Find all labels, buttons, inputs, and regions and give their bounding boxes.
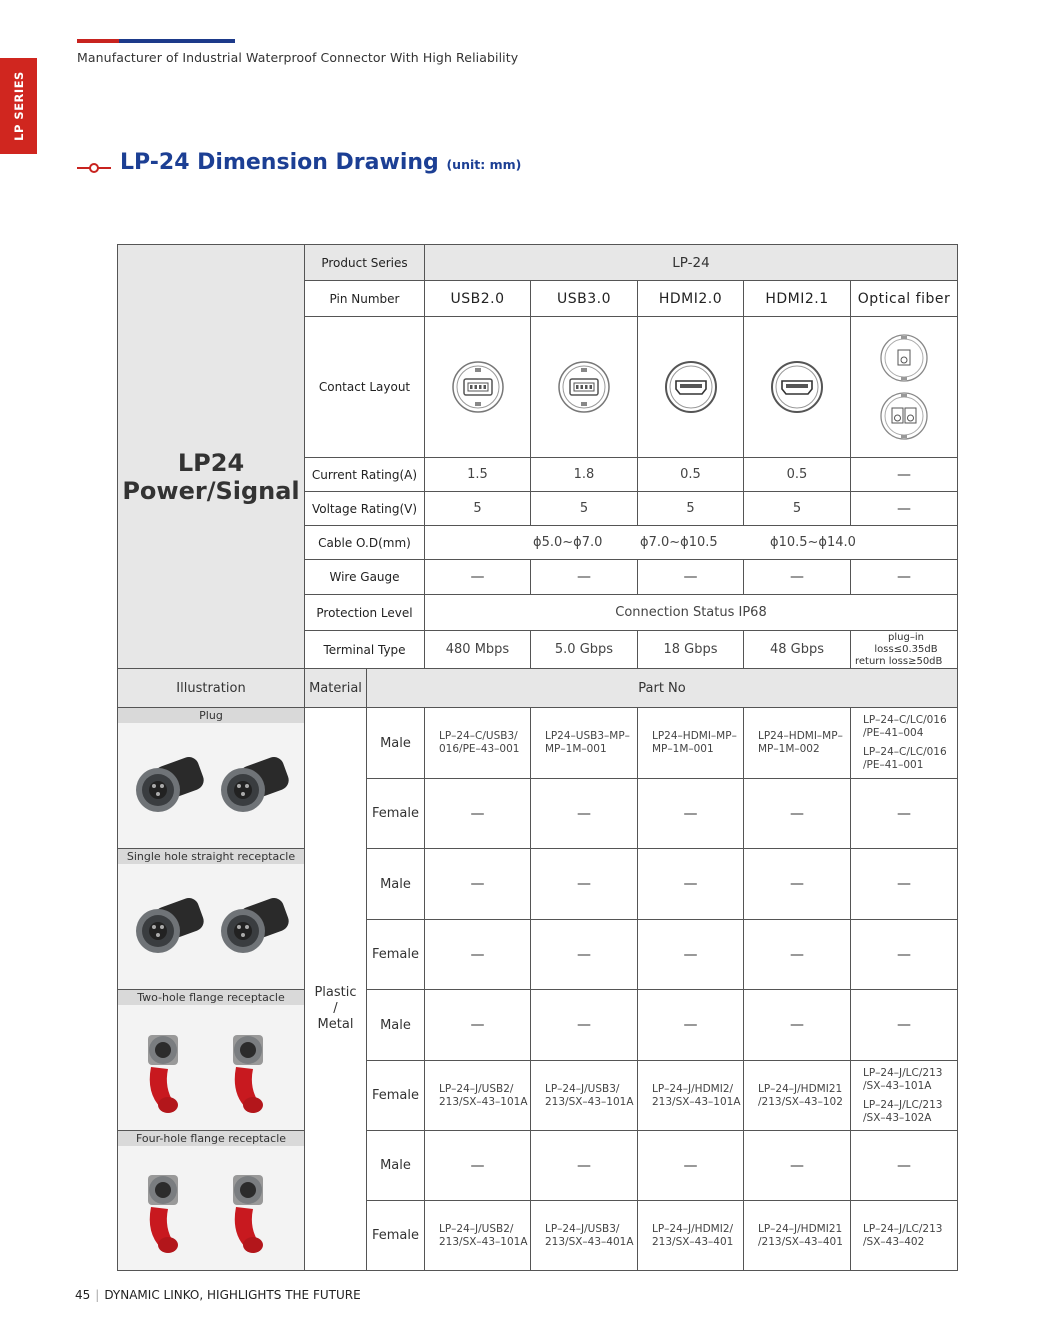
material-plastic: Plastic xyxy=(314,985,357,1000)
part-cell xyxy=(637,1200,744,1271)
part-number: LP24–HDMI–MP– MP–1M–001 xyxy=(652,730,737,755)
wire-cell-3 xyxy=(743,559,851,595)
part-no-label: Part No xyxy=(638,680,686,696)
terminal-value: 48 Gbps xyxy=(769,642,825,657)
part-cell xyxy=(743,778,851,849)
gender-label: Female xyxy=(371,806,419,821)
voltage-cell-3 xyxy=(743,491,851,526)
wire-value: — xyxy=(897,569,911,585)
pin-number-2 xyxy=(637,280,744,317)
part-number: — xyxy=(470,1157,485,1174)
part-number: — xyxy=(683,1017,698,1033)
wire-value: — xyxy=(577,569,591,585)
material-slash: / xyxy=(333,1001,338,1016)
fiber-part-number: — xyxy=(897,1017,911,1033)
part-cell xyxy=(424,1200,531,1271)
wire-cell-1 xyxy=(530,559,638,595)
row-label-voltage xyxy=(304,491,425,526)
part-cell xyxy=(530,989,638,1061)
pin-label: USB3.0 xyxy=(556,290,611,307)
pin-number-4 xyxy=(850,280,958,317)
part-cell xyxy=(743,848,851,920)
wire-value: — xyxy=(790,569,804,585)
part-cell-fiber xyxy=(850,778,958,849)
usb3-contact-icon xyxy=(557,360,611,414)
four-hole-flange-image xyxy=(121,1146,301,1270)
row-label-text: Product Series xyxy=(321,255,408,270)
fiber-part-number: LP–24–J/LC/213 /SX–43–101A xyxy=(863,1066,943,1092)
current-cell-0 xyxy=(424,457,531,492)
gender-label: Male xyxy=(380,876,411,892)
row-label-text: Terminal Type xyxy=(323,642,406,657)
gender-cell xyxy=(366,707,425,779)
part-cell xyxy=(530,848,638,920)
fiber-part-number: — xyxy=(897,805,911,822)
contact-layout-2 xyxy=(637,316,744,458)
terminal-value: 5.0 Gbps xyxy=(554,642,614,657)
row-label-pin_number xyxy=(304,280,425,317)
part-cell xyxy=(637,707,744,779)
series-value: LP-24 xyxy=(672,254,710,271)
part-no-header xyxy=(366,668,958,708)
part-number: LP–24–J/USB3/ 213/SX–43–101A xyxy=(545,1082,634,1108)
part-number: LP–24–J/USB2/ 213/SX–43–101A xyxy=(439,1082,528,1108)
gender-cell xyxy=(366,1060,425,1131)
hdmi21-contact-icon xyxy=(770,360,824,414)
part-number: LP–24–J/HDMI2/ 213/SX–43–401 xyxy=(652,1222,734,1248)
part-number: — xyxy=(577,876,591,892)
terminal-cell-3 xyxy=(743,630,851,669)
page-title: LP-24 Dimension Drawing (unit: mm) xyxy=(120,150,522,175)
part-number: LP–24–J/HDMI2/ 213/SX–43–101A xyxy=(652,1082,741,1108)
fiber-part-number: — xyxy=(897,946,911,963)
part-number: — xyxy=(577,1017,591,1033)
part-cell-fiber xyxy=(850,1200,958,1271)
part-cell xyxy=(637,919,744,990)
fiber-part-number: LP–24–C/LC/016 /PE–41–004 xyxy=(863,714,947,739)
part-number: — xyxy=(577,946,591,963)
row-label-text: Current Rating(A) xyxy=(311,467,418,482)
illustration-group-0 xyxy=(117,707,305,849)
cable-range-1: ϕ7.0~ϕ10.5 xyxy=(640,535,718,550)
row-label-cable xyxy=(304,525,425,560)
part-cell-fiber xyxy=(850,1130,958,1201)
part-cell xyxy=(530,707,638,779)
current-value: 0.5 xyxy=(680,467,701,482)
material-label: Material xyxy=(309,680,362,696)
wire-cell-2 xyxy=(637,559,744,595)
part-number: LP–24–J/HDMI21 /213/SX–43–401 xyxy=(758,1222,843,1248)
terminal-fiber-loss: plug–in loss≤0.35dB xyxy=(874,631,938,655)
illustration-label: Illustration xyxy=(176,680,246,696)
part-number: LP24–HDMI–MP– MP–1M–002 xyxy=(758,730,843,755)
part-number: LP24–USB3–MP– MP–1M–001 xyxy=(545,730,630,755)
voltage-cell-1 xyxy=(530,491,638,526)
gender-cell xyxy=(366,778,425,849)
illustration-header xyxy=(117,668,305,708)
part-cell xyxy=(530,1060,638,1131)
part-number: — xyxy=(683,1157,698,1174)
gender-label: Male xyxy=(380,1017,411,1033)
part-cell xyxy=(637,989,744,1061)
pin-label: HDMI2.0 xyxy=(658,290,723,307)
row-label-terminal xyxy=(304,630,425,669)
material-cell xyxy=(304,707,367,1271)
part-cell xyxy=(743,1130,851,1201)
gender-label: Male xyxy=(380,735,411,751)
protection-value: Connection Status IP68 xyxy=(615,605,767,620)
current-value: 1.5 xyxy=(467,467,488,482)
part-number: LP–24–J/USB3/ 213/SX–43–401A xyxy=(545,1222,634,1248)
series-header xyxy=(424,244,958,281)
part-number: LP–24–J/USB2/ 213/SX–43–101A xyxy=(439,1222,528,1248)
part-number: — xyxy=(470,946,485,963)
voltage-value: — xyxy=(897,500,911,517)
part-cell xyxy=(637,778,744,849)
optical-fiber-contact-icon xyxy=(879,333,929,441)
voltage-cell-4 xyxy=(850,491,958,526)
gender-label: Female xyxy=(371,947,419,962)
cable-range-0: ϕ5.0~ϕ7.0 xyxy=(533,535,603,550)
current-cell-3 xyxy=(743,457,851,492)
part-number: — xyxy=(790,946,804,963)
tagline: Manufacturer of Industrial Waterproof Connector With High Reliability xyxy=(77,50,519,65)
part-number: — xyxy=(790,876,804,892)
part-number: — xyxy=(790,1157,804,1174)
part-cell xyxy=(530,1130,638,1201)
gender-label: Male xyxy=(380,1158,411,1173)
gender-label: Female xyxy=(371,1228,419,1243)
row-label-wire xyxy=(304,559,425,595)
wire-value: — xyxy=(470,569,485,585)
part-number: — xyxy=(577,1157,591,1174)
fiber-part-number: LP–24–J/LC/213 /SX–43–102A xyxy=(863,1098,943,1124)
row-label-product_series xyxy=(304,244,425,281)
illustration-caption: Two-hole flange receptacle xyxy=(118,990,304,1005)
contact-layout-1 xyxy=(530,316,638,458)
part-cell xyxy=(743,1060,851,1131)
left-title-line2: Power/Signal xyxy=(122,476,300,505)
row-label-contact_layout xyxy=(304,316,425,458)
part-number: — xyxy=(470,876,485,892)
two-hole-flange-image xyxy=(121,1005,301,1130)
part-number: — xyxy=(790,805,804,822)
illustration-caption: Single hole straight receptacle xyxy=(118,849,304,864)
illustration-group-2 xyxy=(117,989,305,1131)
row-label-current xyxy=(304,457,425,492)
part-number: — xyxy=(683,876,698,892)
pin-number-3 xyxy=(743,280,851,317)
gender-cell xyxy=(366,1200,425,1271)
row-label-text: Wire Gauge xyxy=(329,570,400,584)
fiber-part-number: LP–24–C/LC/016 /PE–41–001 xyxy=(863,746,947,771)
part-cell xyxy=(530,1200,638,1271)
current-cell-1 xyxy=(530,457,638,492)
footer-text: DYNAMIC LINKO, HIGHLIGHTS THE FUTURE xyxy=(104,1288,361,1302)
part-cell xyxy=(637,1060,744,1131)
wire-value: — xyxy=(683,569,698,585)
current-value: — xyxy=(897,466,911,483)
part-cell-fiber xyxy=(850,919,958,990)
terminal-cell-1 xyxy=(530,630,638,669)
part-cell xyxy=(743,989,851,1061)
wire-cell-0 xyxy=(424,559,531,595)
part-cell xyxy=(424,1060,531,1131)
part-cell xyxy=(424,778,531,849)
part-number: — xyxy=(470,805,485,822)
fiber-part-number: — xyxy=(897,876,911,892)
gender-cell xyxy=(366,848,425,920)
part-cell xyxy=(424,1130,531,1201)
side-tab xyxy=(0,58,37,154)
pin-number-0 xyxy=(424,280,531,317)
part-cell xyxy=(743,707,851,779)
current-value: 0.5 xyxy=(786,467,808,482)
contact-layout-0 xyxy=(424,316,531,458)
contact-layout-4 xyxy=(850,316,958,458)
gender-cell xyxy=(366,1130,425,1201)
gender-label: Female xyxy=(371,1088,419,1103)
straight-receptacle-image xyxy=(121,864,301,989)
part-cell xyxy=(743,1200,851,1271)
row-label-text: Voltage Rating(V) xyxy=(311,501,418,516)
cable-range-2: ϕ10.5~ϕ14.0 xyxy=(770,535,856,550)
row-label-text: Pin Number xyxy=(329,291,400,306)
terminal-value: 480 Mbps xyxy=(445,642,510,657)
wire-cell-4 xyxy=(850,559,958,595)
illustration-group-1 xyxy=(117,848,305,990)
left-title-block xyxy=(117,244,305,669)
cable-od-cell xyxy=(424,525,958,560)
part-cell xyxy=(424,848,531,920)
part-cell xyxy=(424,989,531,1061)
part-number: — xyxy=(683,805,698,822)
voltage-value: 5 xyxy=(792,501,802,516)
part-number: — xyxy=(577,805,591,822)
gender-cell xyxy=(366,919,425,990)
terminal-fiber-return: return loss≥50dB xyxy=(855,655,943,667)
top-accent-bar xyxy=(77,39,235,43)
gender-cell xyxy=(366,989,425,1061)
pin-label: HDMI2.1 xyxy=(765,290,829,307)
illustration-group-3 xyxy=(117,1130,305,1271)
part-cell-fiber xyxy=(850,1060,958,1131)
part-cell-fiber xyxy=(850,989,958,1061)
terminal-cell-fiber xyxy=(850,630,958,669)
row-label-text: Protection Level xyxy=(316,605,413,620)
part-number: LP–24–J/HDMI21 /213/SX–43–102 xyxy=(758,1082,843,1108)
current-cell-2 xyxy=(637,457,744,492)
part-number: LP–24–C/USB3/ 016/PE–43–001 xyxy=(439,730,520,755)
part-number: — xyxy=(470,1017,485,1033)
pin-label: Optical fiber xyxy=(857,290,951,307)
pin-label: USB2.0 xyxy=(450,290,505,307)
voltage-value: 5 xyxy=(473,501,482,516)
row-label-text: Cable O.D(mm) xyxy=(318,535,411,550)
accent-red xyxy=(77,39,119,43)
voltage-value: 5 xyxy=(686,501,695,516)
pin-number-1 xyxy=(530,280,638,317)
material-header xyxy=(304,668,367,708)
part-number: — xyxy=(790,1017,804,1033)
fiber-part-number: — xyxy=(897,1157,911,1174)
row-label-protection xyxy=(304,594,425,631)
accent-blue xyxy=(119,39,235,43)
part-cell xyxy=(637,848,744,920)
part-cell xyxy=(424,919,531,990)
part-number: — xyxy=(683,946,698,963)
illustration-caption: Four-hole flange receptacle xyxy=(118,1131,304,1146)
voltage-cell-2 xyxy=(637,491,744,526)
side-tab-label: LP SERIES xyxy=(11,71,26,141)
terminal-cell-0 xyxy=(424,630,531,669)
footer: 45 | DYNAMIC LINKO, HIGHLIGHTS THE FUTURE xyxy=(75,1288,361,1302)
part-cell xyxy=(637,1130,744,1201)
fiber-part-number: LP–24–J/LC/213 /SX–43–402 xyxy=(863,1222,943,1248)
part-cell xyxy=(424,707,531,779)
row-label-text: Contact Layout xyxy=(318,380,411,394)
part-cell-fiber xyxy=(850,707,958,779)
hdmi20-contact-icon xyxy=(664,360,718,414)
left-title-line1: LP24 xyxy=(177,448,245,477)
part-cell xyxy=(530,778,638,849)
terminal-value: 18 Gbps xyxy=(663,642,718,657)
part-cell xyxy=(743,919,851,990)
contact-layout-3 xyxy=(743,316,851,458)
voltage-value: 5 xyxy=(579,501,589,516)
voltage-cell-0 xyxy=(424,491,531,526)
illustration-caption: Plug xyxy=(118,708,304,723)
terminal-cell-2 xyxy=(637,630,744,669)
current-cell-4 xyxy=(850,457,958,492)
part-cell-fiber xyxy=(850,848,958,920)
usb2-contact-icon xyxy=(451,360,505,414)
part-cell xyxy=(530,919,638,990)
page-number: 45 xyxy=(75,1288,91,1302)
current-value: 1.8 xyxy=(573,467,595,482)
protection-cell xyxy=(424,594,958,631)
heading-bullet-icon xyxy=(77,163,113,173)
material-metal: Metal xyxy=(317,1017,354,1032)
plug-connector-image xyxy=(121,723,301,848)
